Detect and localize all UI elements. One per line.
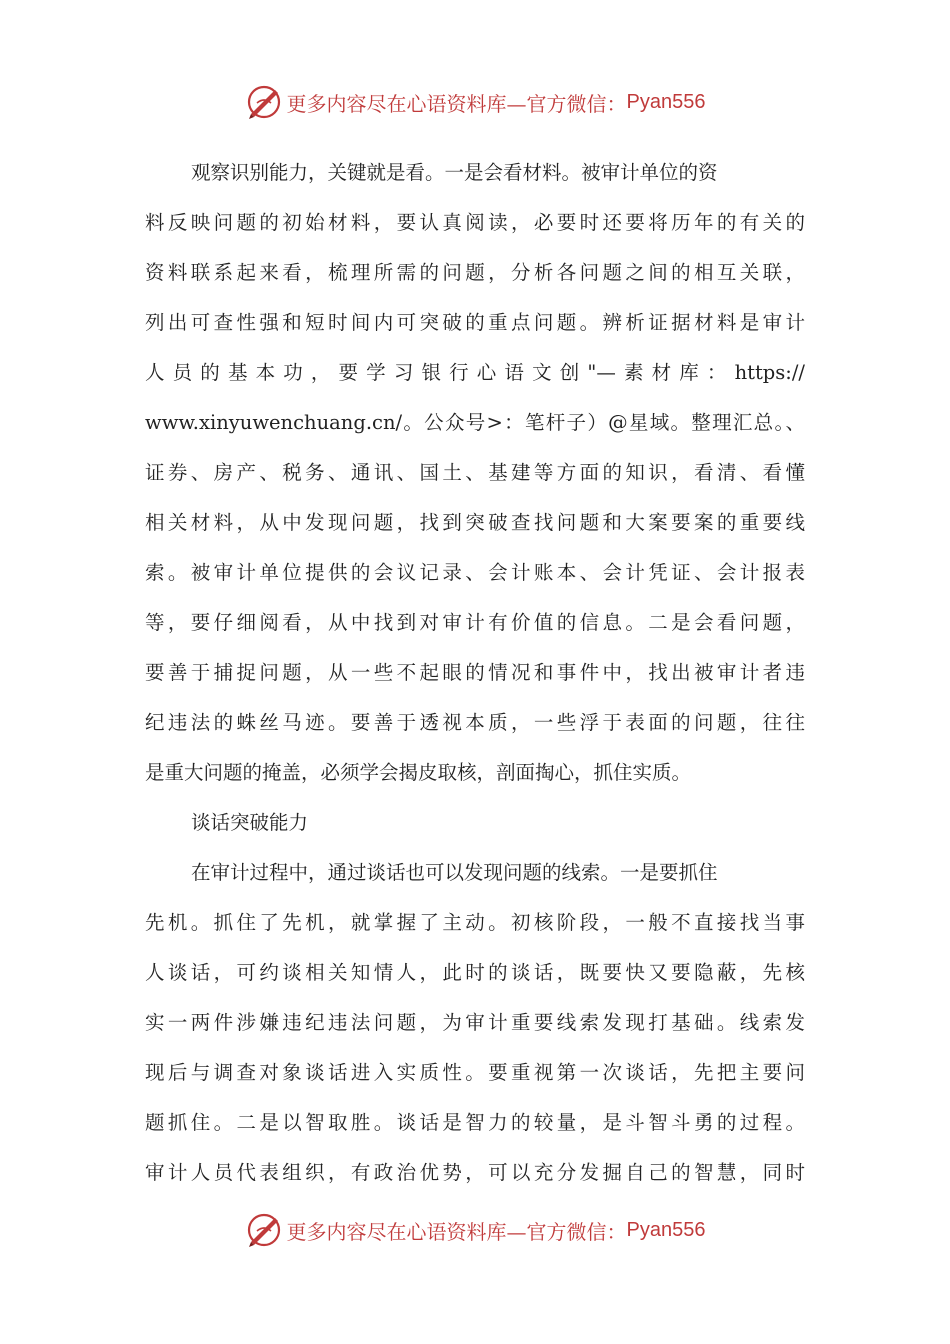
paragraph-line: 相关材料，从中发现问题，找到突破查找问题和大案要案的重要线	[145, 511, 805, 534]
paragraph-line: 现后与调查对象谈话进入实质性。要重视第一次谈话，先把主要问	[145, 1061, 805, 1084]
paragraph-line: 料反映问题的初始材料，要认真阅读，必要时还要将历年的有关的	[145, 211, 805, 234]
paragraph-line: 先机。抓住了先机，就掌握了主动。初核阶段，一般不直接找当事	[145, 911, 805, 934]
paragraph-line: 等，要仔细阅看，从中找到对审计有价值的信息。二是会看问题，	[145, 611, 805, 634]
paragraph-line: 资料联系起来看，梳理所需的问题，分析各问题之间的相互关联，	[145, 261, 805, 284]
paragraph-line: www.xinyuwenchuang.cn/。公众号>：笔杆子）@星域。整理汇总。、	[145, 411, 805, 434]
paragraph-line: 列出可查性强和短时间内可突破的重点问题。辨析证据材料是审计	[145, 311, 805, 334]
footer-banner-text: 更多内容尽在心语资料库—官方微信：	[286, 1219, 627, 1244]
paragraph-line: 人谈话，可约谈相关知情人，此时的谈话，既要快又要隐蔽，先核	[145, 961, 805, 984]
paragraph-line: 纪违法的蛛丝马迹。要善于透视本质，一些浮于表面的问题，往往	[145, 711, 805, 734]
paragraph-line: 要善于捕捉问题，从一些不起眼的情况和事件中，找出被审计者违	[145, 661, 805, 684]
paragraph-line: 在审计过程中，通过谈话也可以发现问题的线索。一是要抓住	[191, 861, 718, 884]
pen-logo-icon	[245, 1211, 283, 1249]
document-body	[145, 148, 805, 1198]
paragraph-line: 索。被审计单位提供的会议记录、会计账本、会计凭证、会计报表	[145, 561, 805, 584]
paragraph-line: 题抓住。二是以智取胜。谈话是智力的较量，是斗智斗勇的过程。	[145, 1111, 805, 1134]
paragraph-line: 人员的基本功，要学习银行心语文创"—素材库：https://	[145, 361, 805, 384]
footer-banner	[0, 1210, 950, 1250]
footer-wechat-id: Pyan556	[626, 1218, 706, 1241]
paragraph-line: 观察识别能力，关键就是看。一是会看材料。被审计单位的资	[191, 161, 718, 184]
paragraph-line: 实一两件涉嫌违纪违法问题，为审计重要线索发现打基础。线索发	[145, 1011, 805, 1034]
pen-logo-icon	[245, 83, 283, 121]
section-heading: 谈话突破能力	[191, 811, 309, 834]
header-wechat-id: Pyan556	[626, 90, 706, 113]
header-banner-text: 更多内容尽在心语资料库—官方微信：	[286, 91, 627, 116]
paragraph-line: 证券、房产、税务、通讯、国土、基建等方面的知识，看清、看懂	[145, 461, 805, 484]
header-banner	[0, 82, 950, 122]
paragraph-line: 审计人员代表组织，有政治优势，可以充分发掘自己的智慧，同时	[145, 1161, 805, 1184]
paragraph-line: 是重大问题的掩盖，必须学会揭皮取核，剖面掏心，抓住实质。	[145, 761, 692, 784]
